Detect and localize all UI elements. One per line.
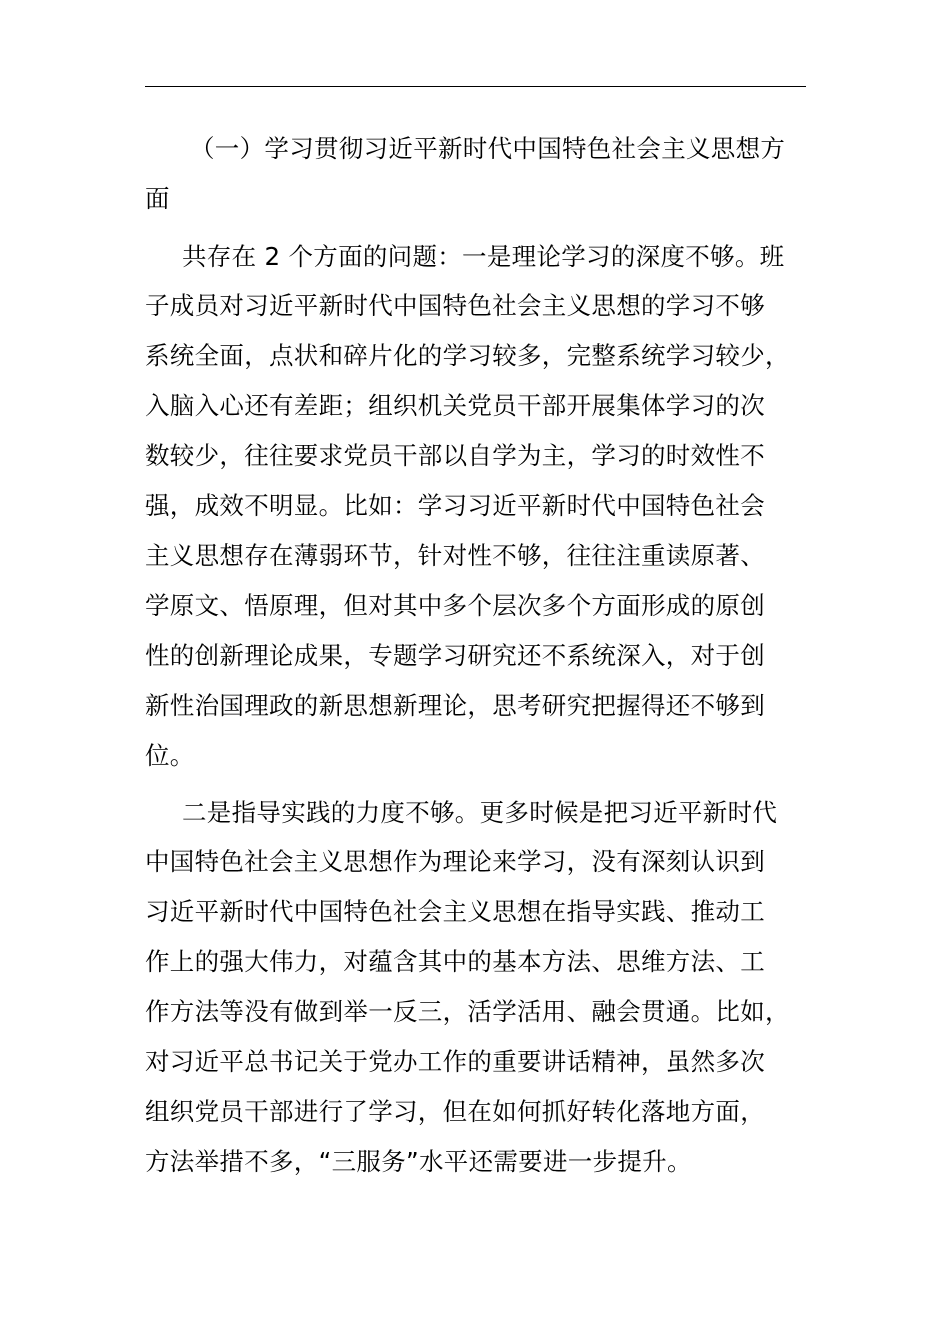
paragraph-line: 对习近平总书记关于党办工作的重要讲话精神，虽然多次 bbox=[145, 1047, 765, 1076]
paragraph-line: 入脑入心还有差距；组织机关党员干部开展集体学习的次 bbox=[145, 391, 765, 420]
header-rule bbox=[145, 86, 806, 87]
paragraph-line: 强，成效不明显。比如：学习习近平新时代中国特色社会 bbox=[145, 491, 765, 520]
paragraph-line: 中国特色社会主义思想作为理论来学习，没有深刻认识到 bbox=[145, 847, 765, 876]
heading-line: 面 bbox=[145, 184, 170, 213]
paragraph-line: 二是指导实践的力度不够。更多时候是把习近平新时代 bbox=[182, 798, 778, 827]
paragraph-line: 性的创新理论成果，专题学习研究还不系统深入，对于创 bbox=[145, 641, 765, 670]
paragraph-line: 组织党员干部进行了学习，但在如何抓好转化落地方面， bbox=[145, 1097, 765, 1126]
paragraph-line: 位。 bbox=[145, 741, 195, 770]
paragraph-line: 作上的强大伟力，对蕴含其中的基本方法、思维方法、工 bbox=[145, 947, 765, 976]
heading-line: （一）学习贯彻习近平新时代中国特色社会主义思想方 bbox=[190, 134, 786, 163]
paragraph-line: 方法举措不多，“三服务”水平还需要进一步提升。 bbox=[145, 1147, 692, 1176]
paragraph-line: 学原文、悟原理，但对其中多个层次多个方面形成的原创 bbox=[145, 591, 765, 620]
paragraph-line: 习近平新时代中国特色社会主义思想在指导实践、推动工 bbox=[145, 897, 765, 926]
paragraph-line: 共存在 2 个方面的问题：一是理论学习的深度不够。班 bbox=[182, 242, 785, 271]
paragraph-line: 作方法等没有做到举一反三，活学活用、融会贯通。比如， bbox=[145, 997, 790, 1026]
paragraph-line: 主义思想存在薄弱环节，针对性不够，往往注重读原著、 bbox=[145, 541, 765, 570]
paragraph-line: 数较少，往往要求党员干部以自学为主，学习的时效性不 bbox=[145, 441, 765, 470]
paragraph-line: 子成员对习近平新时代中国特色社会主义思想的学习不够 bbox=[145, 291, 765, 320]
paragraph-line: 新性治国理政的新思想新理论，思考研究把握得还不够到 bbox=[145, 691, 765, 720]
paragraph-line: 系统全面，点状和碎片化的学习较多，完整系统学习较少， bbox=[145, 341, 790, 370]
